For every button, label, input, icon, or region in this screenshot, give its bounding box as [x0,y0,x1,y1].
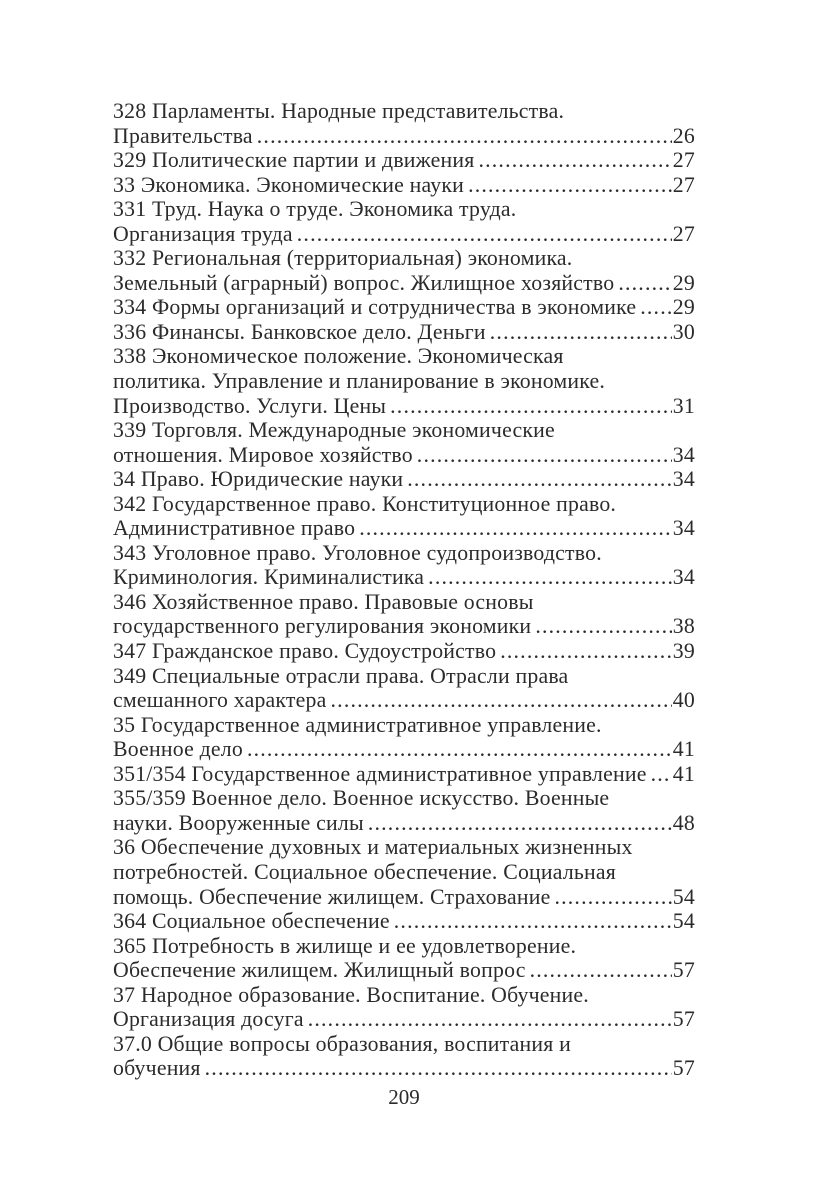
toc-entry-text: 338 Экономическое положение. Экономическая [113,344,564,369]
toc-page-number: 27 [672,221,695,246]
toc-line [113,246,695,271]
toc-line [113,467,695,492]
toc-line [113,271,695,296]
toc-page-number: 27 [672,148,695,173]
toc-entry-text: 33 Экономика. Экономические науки [113,172,465,197]
toc-line [113,344,695,369]
toc-entry-text: 328 Парламенты. Народные представительства. [113,99,565,123]
toc-line [113,885,695,910]
dot-leader [327,688,672,713]
toc-page-number: 29 [672,295,695,320]
dot-leader [355,516,672,541]
toc-entry-text: 37.0 Общие вопросы образования, воспитания и [113,1031,572,1056]
toc-entry-text: 329 Политические партии и движения [113,148,475,173]
table-of-contents [113,99,695,1081]
toc-page-number: 38 [672,614,695,639]
toc-entry-text: Обеспечение жилищем. Жилищный вопрос [113,958,526,983]
dot-leader [464,173,672,198]
toc-line [113,124,695,149]
toc-line [113,664,695,689]
toc-line [113,197,695,222]
toc-entry-text: 347 Гражданское право. Судоустройство [113,639,497,664]
toc-entry-text: 332 Региональная (территориальная) экономика. [113,246,573,271]
toc-page-number: 48 [672,810,695,835]
dot-leader [531,614,671,639]
toc-page-number: 57 [672,958,695,983]
toc-entry-text: Административное право [113,516,356,541]
toc-entry-text: 364 Социальное обеспечение [113,909,390,934]
toc-page-number: 34 [672,516,695,541]
toc-entry-text: 37 Народное образование. Воспитание. Обучение. [113,982,589,1007]
toc-line [113,99,695,124]
toc-page-number: 30 [672,319,695,344]
toc-line [113,1032,695,1057]
toc-page-number: 29 [672,270,695,295]
toc-page-number: 27 [672,172,695,197]
toc-page-number: 26 [672,123,695,148]
toc-entry-text: отношения. Мировое хозяйство [113,442,413,467]
toc-line [113,860,695,885]
toc-page-number: 54 [672,884,695,909]
toc-entry-text: 365 Потребность в жилище и ее удовлетворение. [113,933,577,958]
toc-line [113,443,695,468]
dot-leader [253,124,672,149]
toc-entry-text: 342 Государственное право. Конституционное право. [113,491,617,516]
toc-line [113,492,695,517]
dot-leader [403,467,672,492]
toc-line [113,148,695,173]
toc-entry-text: 334 Формы организаций и сотрудничества в экономике [113,295,637,320]
dot-leader [636,295,672,320]
dot-leader [474,148,671,173]
dot-leader [424,565,672,590]
dot-leader [293,222,672,247]
toc-line [113,1056,695,1081]
toc-entry-text: политика. Управление и планирование в экономике. [113,369,606,394]
toc-line [113,713,695,738]
toc-line [113,173,695,198]
page-footer [113,1085,695,1109]
toc-entry-text: государственного регулирования экономики [113,614,532,639]
toc-line [113,639,695,664]
toc-line [113,688,695,713]
toc-entry-text: Организация труда [113,221,293,246]
toc-page-number: 31 [672,393,695,418]
toc-line [113,418,695,443]
dot-leader [201,1056,672,1081]
toc-line [113,934,695,959]
toc-page-number: 57 [672,1056,695,1081]
toc-page-number: 34 [672,442,695,467]
toc-entry-text: потребностей. Социальное обеспечение. Социальная [113,859,617,884]
toc-page-number: 34 [672,565,695,590]
toc-entry-text: 339 Торговля. Международные экономические [113,418,555,443]
toc-line [113,590,695,615]
dot-leader [526,958,672,983]
toc-line [113,958,695,983]
toc-line [113,295,695,320]
toc-entry-text: науки. Вооруженные силы [113,810,364,835]
toc-entry-text: 351/354 Государственное административное управление [113,761,647,786]
toc-line [113,811,695,836]
dot-leader [647,762,672,787]
toc-line [113,516,695,541]
toc-line [113,369,695,394]
page-number: 209 [388,1085,420,1109]
toc-line [113,320,695,345]
toc-line [113,1007,695,1032]
toc-entry-text: 34 Право. Юридические науки [113,467,404,492]
toc-entry-text: 343 Уголовное право. Уголовное судопроизводство. [113,540,602,565]
toc-line [113,762,695,787]
toc-line [113,835,695,860]
toc-entry-text: Правительства [113,123,253,148]
toc-page-number: 40 [672,688,695,713]
dot-leader [243,737,672,762]
toc-line [113,614,695,639]
toc-page-number: 34 [672,467,695,492]
toc-entry-text: Земельный (аграрный) вопрос. Жилищное хозяйство [113,270,615,295]
toc-page-number: 54 [672,909,695,934]
toc-line [113,983,695,1008]
dot-leader [364,811,672,836]
toc-entry-text: 349 Специальные отрасли права. Отрасли права [113,663,569,688]
toc-entry-text: 336 Финансы. Банковское дело. Деньги [113,319,486,344]
toc-line [113,786,695,811]
toc-entry-text: Организация досуга [113,1007,304,1032]
toc-line [113,909,695,934]
toc-line [113,222,695,247]
toc-entry-text: помощь. Обеспечение жилищем. Страхование [113,884,551,909]
dot-leader [614,271,671,296]
toc-entry-text: обучения [113,1056,201,1081]
toc-entry-text: 36 Обеспечение духовных и материальных жизненных [113,835,633,860]
dot-leader [413,443,672,468]
dot-leader [386,394,672,419]
toc-entry-text: Криминология. Криминалистика [113,565,425,590]
dot-leader [496,639,672,664]
toc-page-number: 57 [672,1007,695,1032]
toc-line [113,541,695,566]
toc-entry-text: 355/359 Военное дело. Военное искусство. Военные [113,786,610,811]
dot-leader [486,320,672,345]
toc-line [113,394,695,419]
toc-entry-text: Военное дело [113,737,243,762]
dot-leader [550,885,671,910]
dot-leader [390,909,672,934]
toc-line [113,565,695,590]
dot-leader [304,1007,672,1032]
toc-entry-text: 331 Труд. Наука о труде. Экономика труда. [113,197,517,222]
toc-entry-text: 346 Хозяйственное право. Правовые основы [113,589,534,614]
toc-line [113,737,695,762]
toc-page-number: 41 [672,737,695,762]
toc-page-number: 41 [672,761,695,786]
toc-page-number: 39 [672,639,695,664]
toc-entry-text: 35 Государственное административное управление. [113,712,602,737]
toc-entry-text: смешанного характера [113,688,327,713]
toc-entry-text: Производство. Услуги. Цены [113,393,387,418]
